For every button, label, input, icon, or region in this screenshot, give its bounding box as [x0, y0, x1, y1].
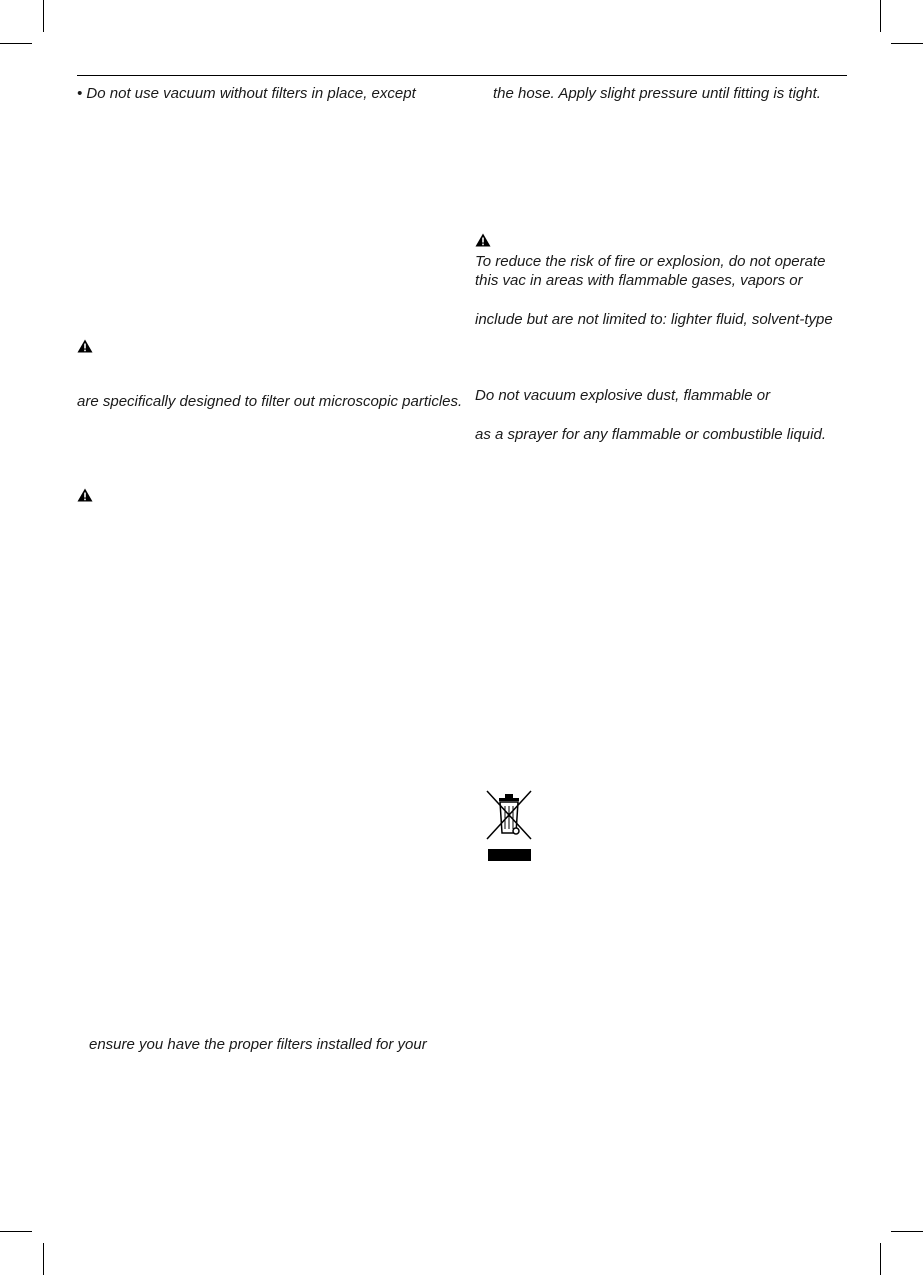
right-line-fire-risk: To reduce the risk of fire or explosion, do not operate [475, 253, 826, 270]
left-line-proper-filters: ensure you have the proper filters installed for your [89, 1036, 427, 1053]
warning-triangle-icon [77, 488, 93, 502]
crop-mark [43, 0, 44, 32]
left-line-particles: are specifically designed to filter out microscopic particles. [77, 393, 463, 410]
crop-mark [891, 1231, 923, 1232]
right-line-sprayer: as a sprayer for any flammable or combustible liquid. [475, 426, 826, 443]
header-rule [77, 75, 847, 76]
warning-triangle-icon [77, 339, 93, 353]
crop-mark [43, 1243, 44, 1275]
crossed-out-wheelie-bin-icon [484, 787, 534, 863]
crop-mark [891, 43, 923, 44]
right-line-lighter-fluid: include but are not limited to: lighter fluid, solvent-type [475, 311, 833, 328]
left-line-filters: • Do not use vacuum without filters in place, except [77, 85, 416, 102]
right-line-explosive-dust: Do not vacuum explosive dust, flammable or [475, 387, 771, 404]
right-line-flammable-gases: this vac in areas with flammable gases, vapors or [475, 272, 803, 289]
crop-mark [880, 1243, 881, 1275]
crop-mark [880, 0, 881, 32]
crop-mark [0, 43, 32, 44]
right-line-hose: the hose. Apply slight pressure until fitting is tight. [493, 85, 821, 102]
crop-mark [0, 1231, 32, 1232]
warning-triangle-icon [475, 233, 491, 247]
